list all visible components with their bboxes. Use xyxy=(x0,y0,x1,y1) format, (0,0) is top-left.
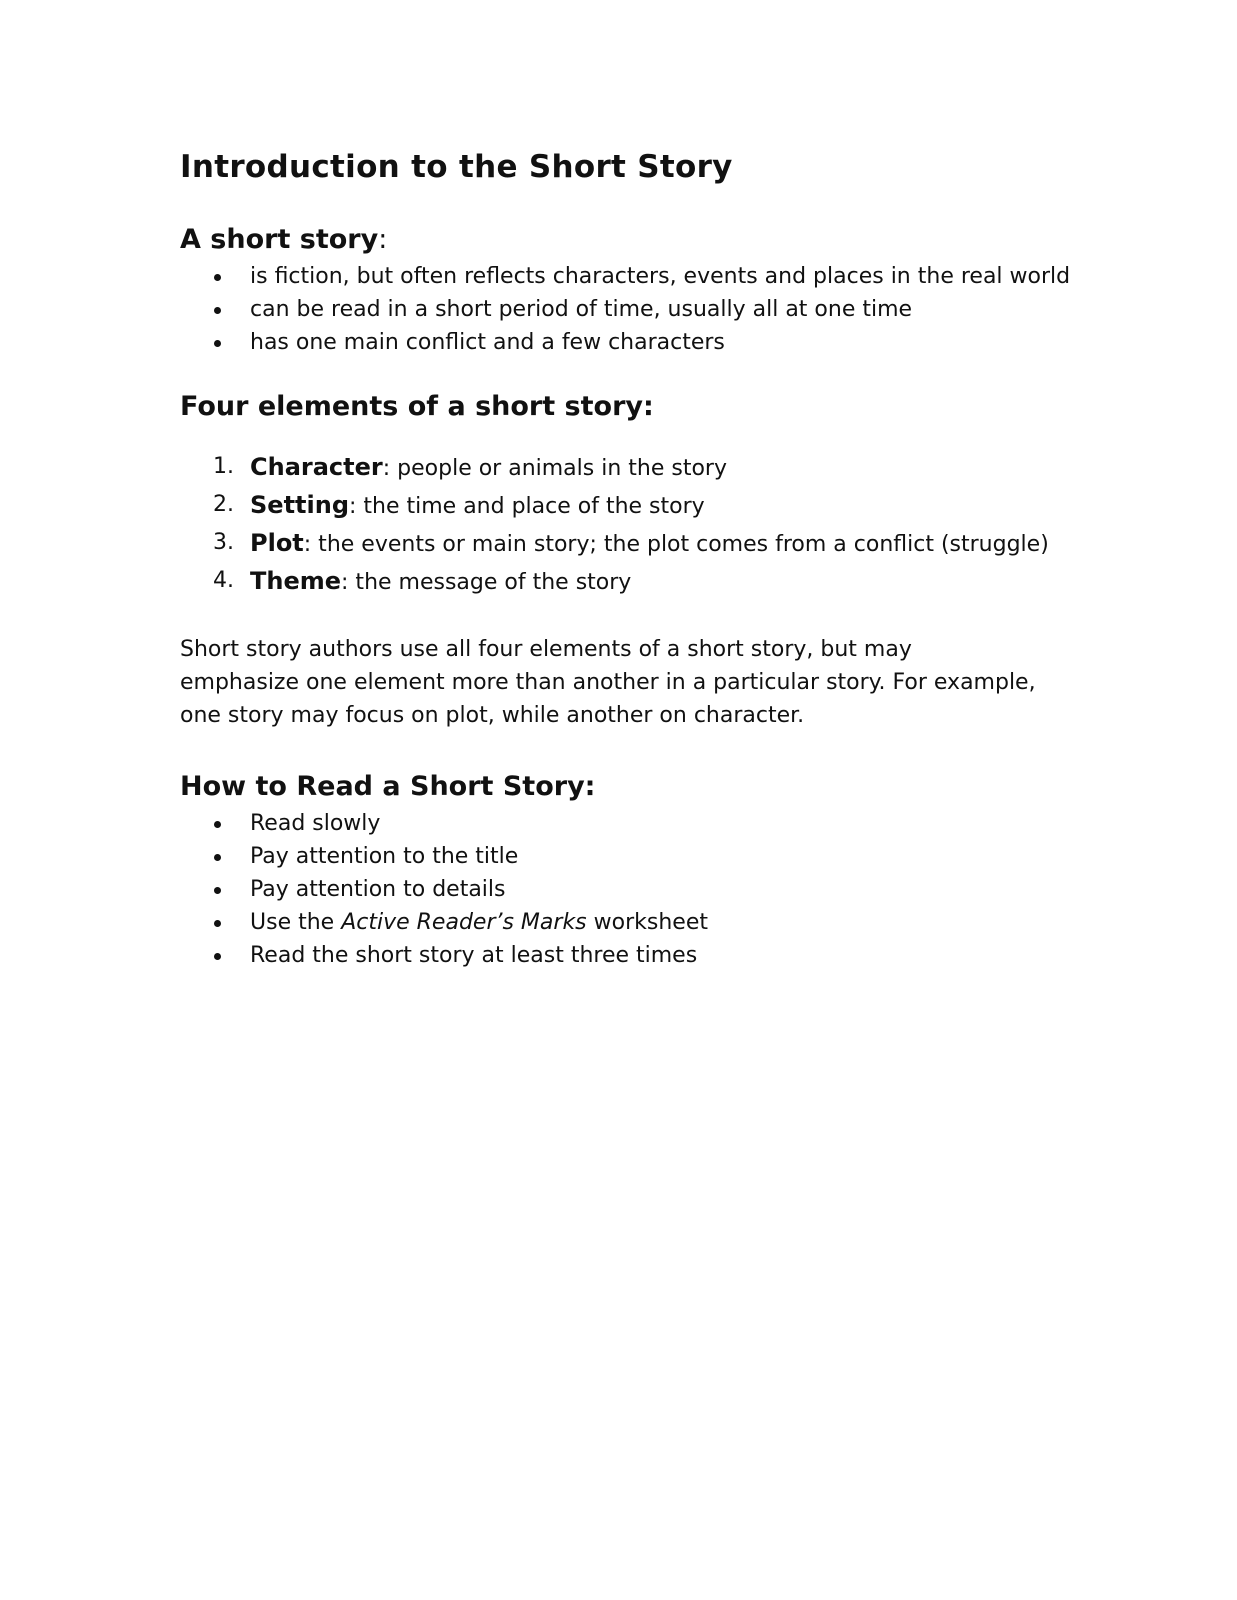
bullet-icon xyxy=(214,920,221,927)
paragraph-line: emphasize one element more than another in a particular story. For example, xyxy=(180,670,1036,695)
element-term: Setting xyxy=(250,491,349,519)
bullet-icon xyxy=(214,340,221,347)
section-heading-short-story xyxy=(180,220,1140,260)
list-item-text: is fiction, but often reflects characters, events and places in the real world xyxy=(250,264,1071,289)
section-heading-how-to-read: How to Read a Short Story: xyxy=(180,771,596,802)
element-description: : the message of the story xyxy=(341,570,632,595)
elements-list xyxy=(180,449,1140,601)
element-description: : people or animals in the story xyxy=(382,456,727,481)
section-heading-four-elements: Four elements of a short story: xyxy=(180,391,654,422)
body-paragraph xyxy=(180,633,1080,732)
list-item xyxy=(180,525,1140,563)
document-content xyxy=(180,143,1140,972)
element-term: Theme xyxy=(250,567,342,595)
list-item xyxy=(180,326,1140,359)
list-item xyxy=(180,873,1140,906)
page-title: Introduction to the Short Story xyxy=(180,149,733,185)
list-item-text: can be read in a short period of time, usually all at one time xyxy=(250,297,913,322)
how-to-read-list xyxy=(180,807,1140,972)
bullet-icon xyxy=(214,821,221,828)
list-number: 2. xyxy=(213,492,234,517)
list-item xyxy=(180,563,1140,601)
list-item-text-before: Use the xyxy=(250,910,342,935)
worksheet-title: Active Reader’s Marks xyxy=(341,910,587,935)
list-item-text: Pay attention to details xyxy=(250,877,506,902)
list-item xyxy=(180,487,1140,525)
list-item xyxy=(180,939,1140,972)
element-term: Plot xyxy=(250,529,304,557)
paragraph-line: Short story authors use all four elements of a short story, but may xyxy=(180,637,912,662)
list-number: 1. xyxy=(213,454,234,479)
element-description: : the events or main story; the plot comes from a conflict (struggle) xyxy=(303,532,1049,557)
list-item-text: Pay attention to the title xyxy=(250,844,519,869)
list-number: 4. xyxy=(213,568,234,593)
element-description: : the time and place of the story xyxy=(349,494,705,519)
list-item-text: has one main conflict and a few characters xyxy=(250,330,725,355)
list-item-text-after: worksheet xyxy=(586,910,708,935)
element-term: Character xyxy=(250,453,383,481)
list-item-text: Read slowly xyxy=(250,811,381,836)
section-heading-colon: : xyxy=(378,224,388,255)
list-item xyxy=(180,260,1140,293)
list-item xyxy=(180,840,1140,873)
list-item xyxy=(180,807,1140,840)
list-item xyxy=(180,449,1140,487)
section-heading-text: A short story xyxy=(180,224,379,255)
list-item xyxy=(180,906,1140,939)
bullet-icon xyxy=(214,307,221,314)
bullet-icon xyxy=(214,274,221,281)
bullet-icon xyxy=(214,887,221,894)
bullet-icon xyxy=(214,953,221,960)
list-item-text: Read the short story at least three times xyxy=(250,943,698,968)
list-number: 3. xyxy=(213,530,234,555)
bullet-icon xyxy=(214,854,221,861)
short-story-definition-list xyxy=(180,260,1140,359)
paragraph-line: one story may focus on plot, while another on character. xyxy=(180,703,805,728)
list-item xyxy=(180,293,1140,326)
